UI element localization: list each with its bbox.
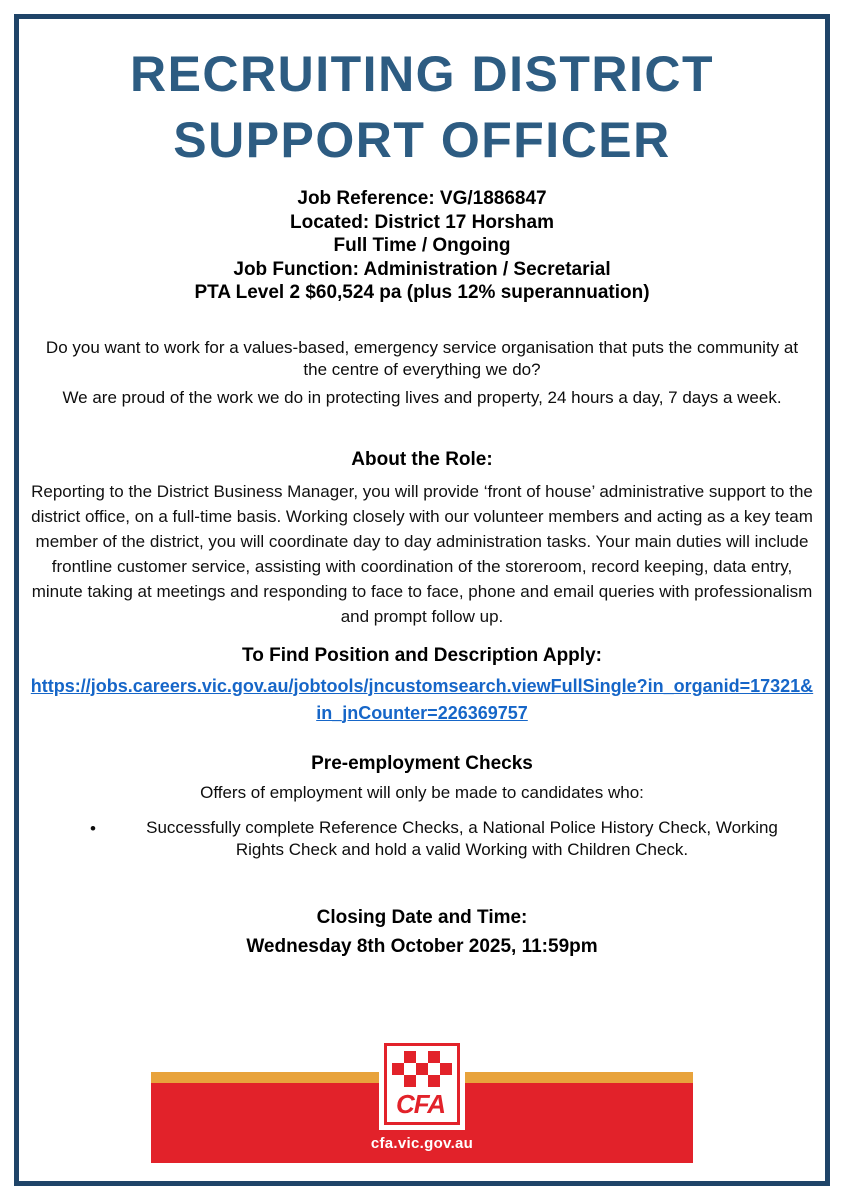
checker-cell [392,1075,404,1087]
job-function: Job Function: Administration / Secretarial [233,258,611,280]
apply-url-link[interactable]: https://jobs.careers.vic.gov.au/jobtools/jncustomsearch.viewFullSingle?in_organid=17321&in_jnCounter=226369757 [30,675,814,723]
checks-intro-text: Offers of employment will only be made to candidates who: [200,782,644,802]
checker-cell [428,1063,440,1075]
apply-link-wrap [30,673,814,727]
bullet-icon: • [90,818,96,838]
page-title-line1: RECRUITING DISTRICT [129,46,715,102]
checker-cell [440,1063,452,1075]
checker-cell [428,1075,440,1087]
closing-date-heading: Closing Date and Time: [316,906,528,928]
job-salary: PTA Level 2 $60,524 pa (plus 12% superannuation) [194,282,650,303]
checker-cell [440,1075,452,1087]
about-role-heading: About the Role: [351,448,493,470]
page-title [29,41,815,173]
checker-cell [392,1051,404,1063]
checker-cell [404,1075,416,1087]
pre-employment-checks-heading: Pre-employment Checks [311,752,533,774]
page-border-frame [14,14,830,1186]
apply-heading: To Find Position and Description Apply: [242,644,602,666]
job-employment-type: Full Time / Ongoing [333,235,511,256]
cfa-logo-inner-border [384,1043,460,1125]
checker-cell [416,1075,428,1087]
checker-cell [404,1063,416,1075]
cfa-logo [379,1038,465,1130]
about-role-body: Reporting to the District Business Manager, you will provide ‘front of house’ administrative support to the district office, on a full-time basis. Working closely with our volunteer members and acting as a key team member of the district, you will coordinate day to day administration tasks. Your main duties will include frontline customer service, assisting with coordination of the storeroom, record keeping, data entry, minute taking at meetings and responding to face to face, phone and email queries with professionalism and prompt follow up. [31,481,813,626]
intro-paragraph-1: Do you want to work for a values-based, emergency service organisation that puts the community at the centre of everything we do? [45,337,799,379]
cfa-logo-text: CFA [396,1089,445,1120]
job-details-block [19,187,825,305]
checks-bullet-text: Successfully complete Reference Checks, a National Police History Check, Working Rights Check and hold a valid Working with Children Check. [146,817,778,859]
checker-cell [416,1063,428,1075]
checks-bullet-item [90,817,792,861]
checker-cell [428,1051,440,1063]
checker-cell [392,1063,404,1075]
job-location: Located: District 17 Horsham [290,211,554,233]
intro-paragraph-2: We are proud of the work we do in protecting lives and property, 24 hours a day, 7 days a week. [62,387,782,407]
job-reference: Job Reference: VG/1886847 [297,188,547,209]
checker-cell [440,1051,452,1063]
checker-cell [404,1051,416,1063]
page-title-line2: SUPPORT OFFICER [173,112,671,168]
cfa-website-text: cfa.vic.gov.au [370,1135,474,1152]
closing-date-value: Wednesday 8th October 2025, 11:59pm [246,935,598,957]
checker-cell [416,1051,428,1063]
cfa-checkerboard-icon [392,1051,452,1087]
